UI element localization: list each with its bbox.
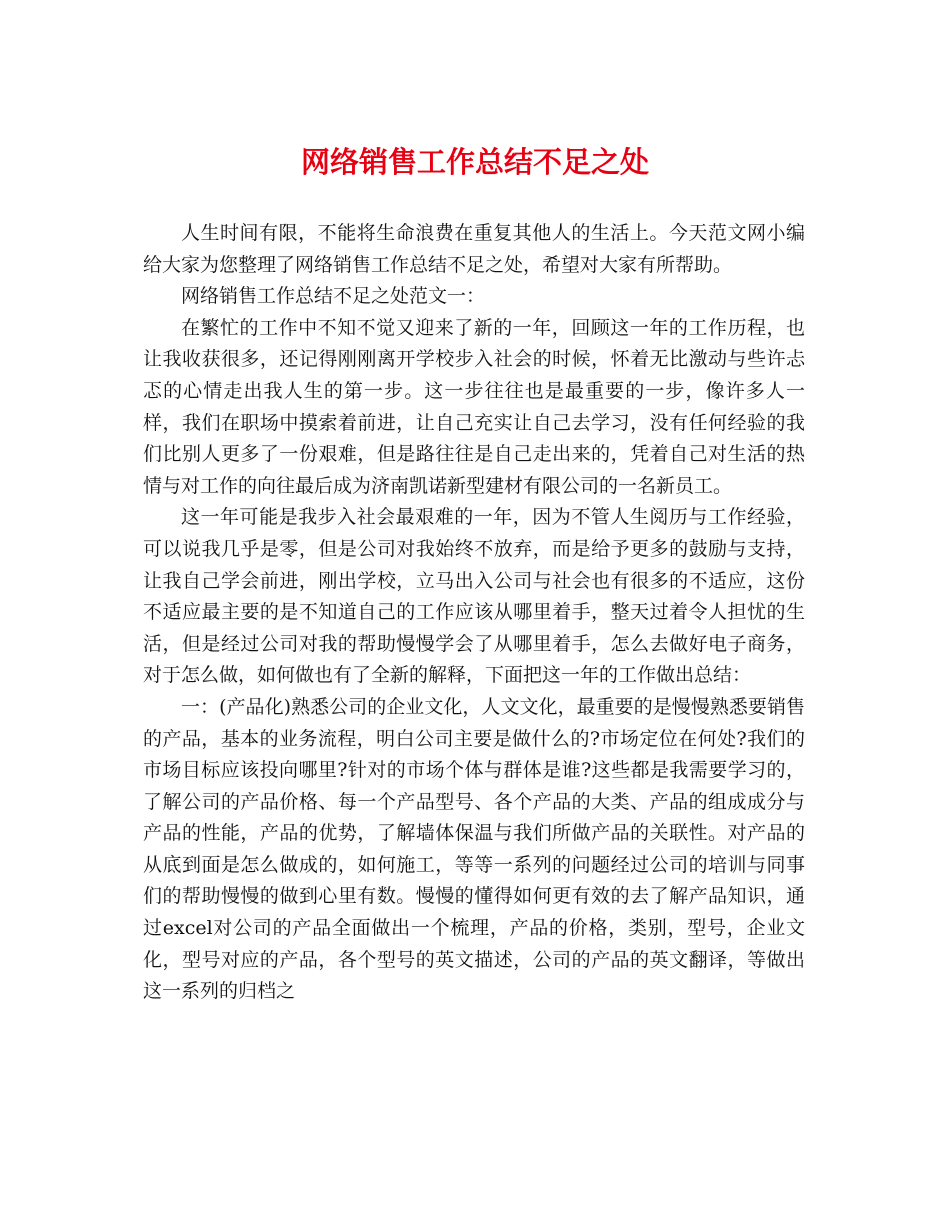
- document-body: [143, 218, 805, 1008]
- document-title: 网络销售工作总结不足之处: [300, 145, 649, 179]
- body-paragraph: 这一年可能是我步入社会最艰难的一年，因为不管人生阅历与工作经验，可以说我几乎是零，但是公司对我始终不放弃，而是给予更多的鼓励与支持，让我自己学会前进，刚出学校，立马出入公司与社会也有很多的不适应，这份不适应最主要的是不知道自己的工作应该从哪里着手，整天过着令人担忧的生活，但是经过公司对我的帮助慢慢学会了从哪里着手，怎么去做好电子商务，对于怎么做，如何做也有了全新的解释，下面把这一年的工作做出总结：: [143, 506, 805, 687]
- body-paragraph: 一：(产品化)熟悉公司的企业文化，人文文化，最重要的是慢慢熟悉要销售的产品，基本的业务流程，明白公司主要是做什么的?市场定位在何处?我们的市场目标应该投向哪里?针对的市场个体与群体是谁?这些都是我需要学习的，了解公司的产品价格、每一个产品型号、各个产品的大类、产品的组成成分与产品的性能，产品的优势，了解墙体保温与我们所做产品的关联性。对产品的从底到面是怎么做成的，如何施工，等等一系列的问题经过公司的培训与同事们的帮助慢慢的做到心里有数。慢慢的懂得如何更有效的去了解产品知识，通过excel对公司的产品全面做出一个梳理，产品的价格，类别，型号，企业文化，型号对应的产品，各个型号的英文描述，公司的产品的英文翻译，等做出这一系列的归档之: [143, 695, 805, 1003]
- intro-paragraph: 人生时间有限，不能将生命浪费在重复其他人的生活上。今天范文网小编给大家为您整理了网络销售工作总结不足之处，希望对大家有所帮助。: [143, 222, 805, 276]
- body-paragraph: 在繁忙的工作中不知不觉又迎来了新的一年，回顾这一年的工作历程，也让我收获很多，还记得刚刚离开学校步入社会的时候，怀着无比激动与些许忐忑的心情走出我人生的第一步。这一步往往也是最重要的一步，像许多人一样，我们在职场中摸索着前进，让自己充实让自己去学习，没有任何经验的我们比别人更多了一份艰难，但是路往往是自己走出来的，凭着自己对生活的热情与对工作的向往最后成为济南凯诺新型建材有限公司的一名新员工。: [143, 316, 805, 497]
- section-heading: 网络销售工作总结不足之处范文一：: [181, 285, 486, 308]
